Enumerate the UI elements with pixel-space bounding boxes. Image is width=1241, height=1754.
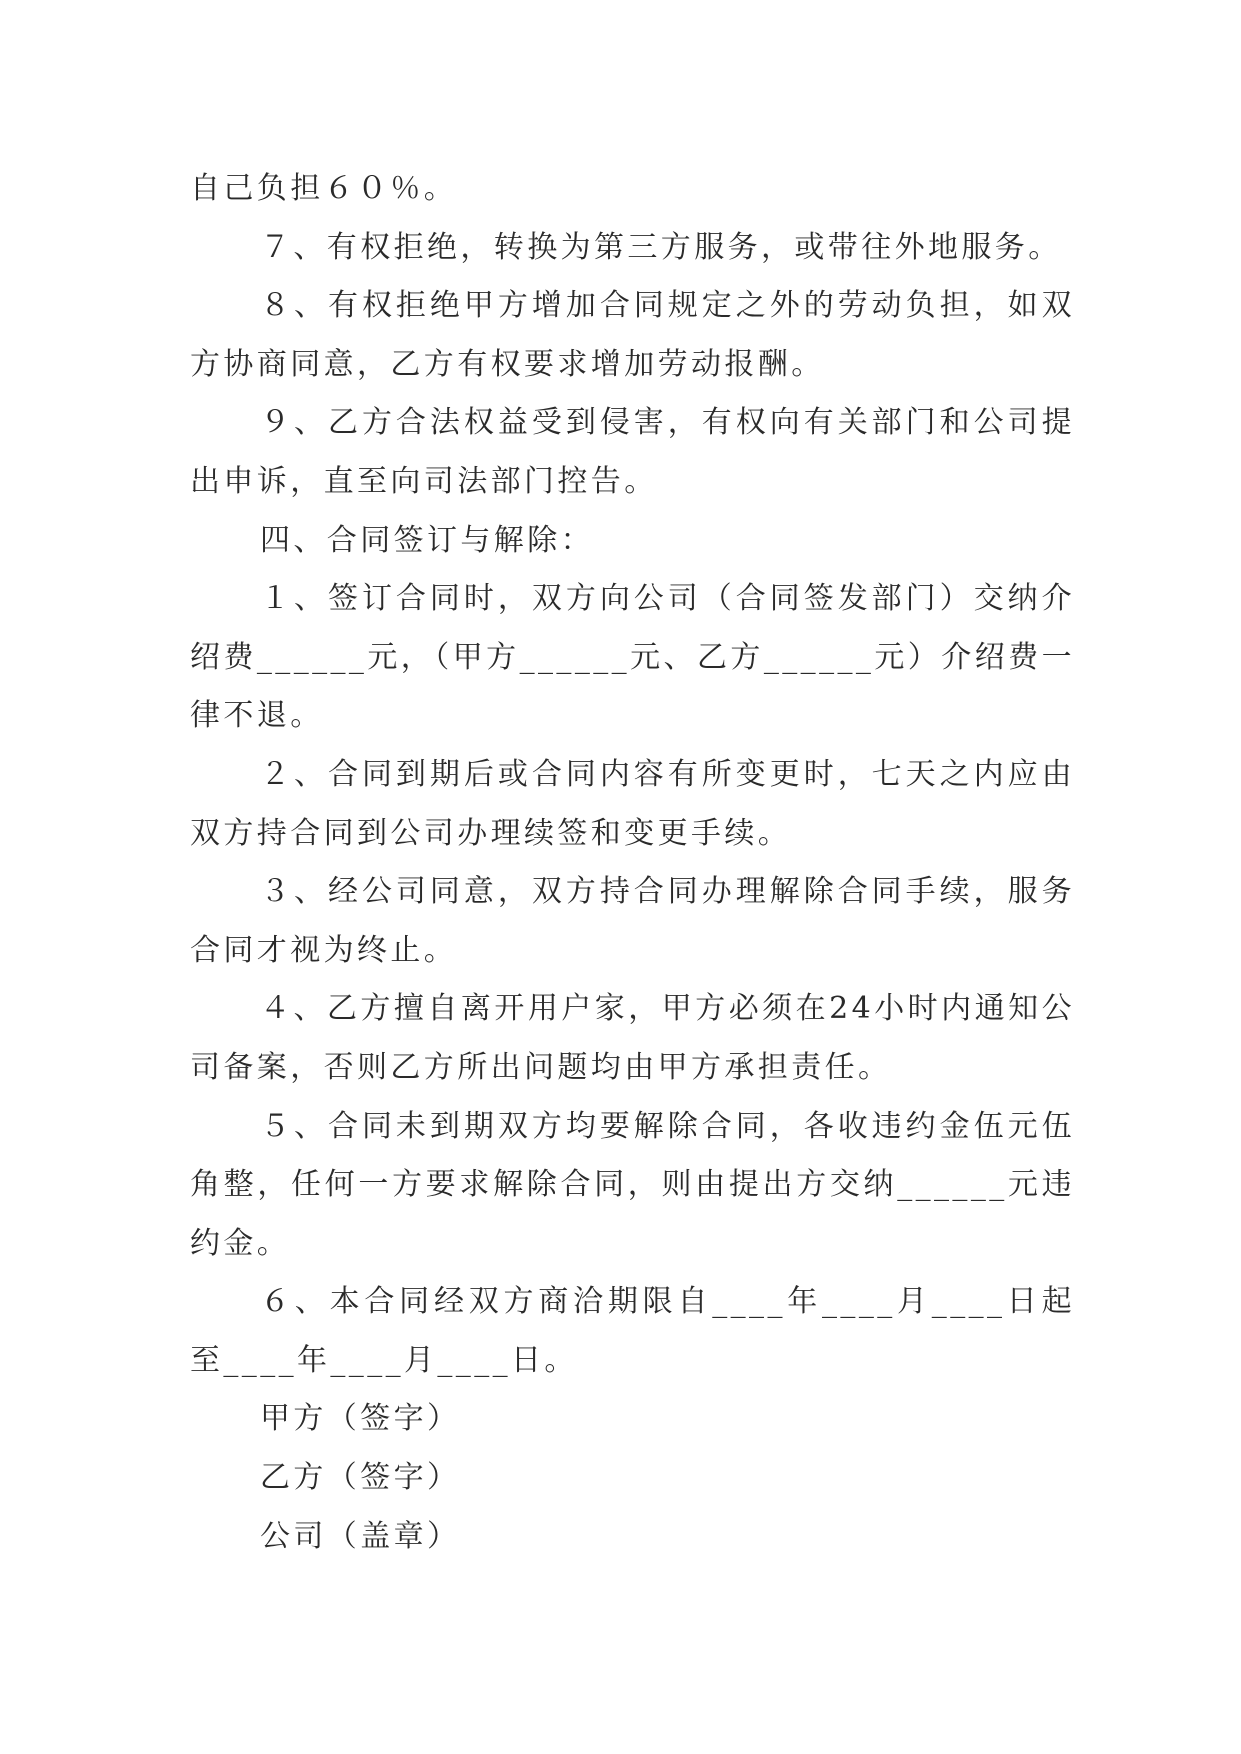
paragraph-section4-clause-5: ５、合同未到期双方均要解除合同，各收违约金伍元伍角整，任何一方要求解除合同，则由提出方交纳______元违约金。 (190, 1108, 1075, 1261)
paragraph-clause-9: ９、乙方合法权益受到侵害，有权向有关部门和公司提出申诉，直至向司法部门控告。 (190, 405, 1075, 499)
signature-party-a: 甲方（签字） (260, 1401, 461, 1437)
paragraph-clause-7: ７、有权拒绝，转换为第三方服务，或带往外地服务。 (260, 229, 1062, 265)
paragraph-section4-clause-1: １、签订合同时，双方向公司（合同签发部门）交纳介绍费______元，（甲方______元、乙方______元）介绍费一律不退。 (190, 581, 1075, 734)
company-seal: 公司（盖章） (260, 1518, 461, 1554)
paragraph-section4-clause-6: ６、本合同经双方商洽期限自____年____月____日起至____年____月____日。 (190, 1284, 1075, 1378)
paragraph-section4-clause-4: ４、乙方擅自离开用户家，甲方必须在24小时内通知公司备案，否则乙方所出问题均由甲方承担责任。 (190, 991, 1075, 1085)
paragraph-continuation: 自己负担６０％。 (190, 171, 458, 206)
signature-party-b: 乙方（签字） (260, 1460, 461, 1496)
paragraph-section4-clause-3: ３、经公司同意，双方持合同办理解除合同手续，服务合同才视为终止。 (190, 874, 1075, 968)
paragraph-section4-clause-2: ２、合同到期后或合同内容有所变更时，七天之内应由双方持合同到公司办理续签和变更手续。 (190, 756, 1075, 851)
paragraph-clause-8: ８、有权拒绝甲方增加合同规定之外的劳动负担，如双方协商同意，乙方有权要求增加劳动报酬。 (190, 288, 1075, 382)
contract-body (190, 160, 1075, 1566)
section-heading-4: 四、合同签订与解除： (260, 522, 594, 558)
